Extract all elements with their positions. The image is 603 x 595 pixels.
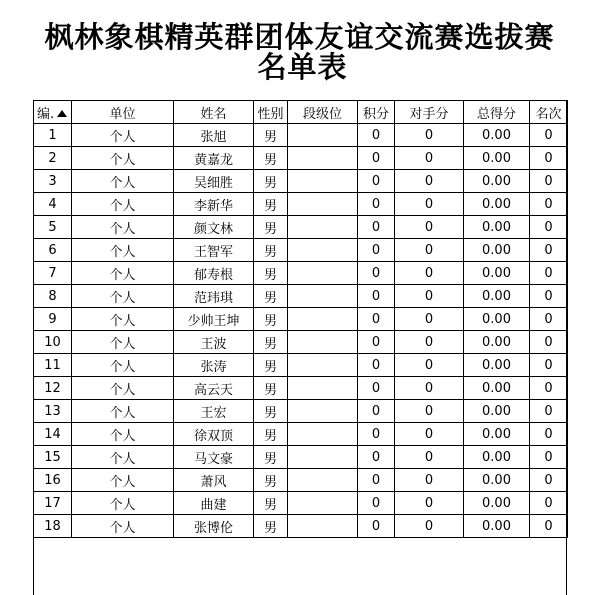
- column-header-points[interactable]: 积分: [358, 101, 395, 124]
- watermark-stamp: [563, 581, 599, 593]
- cell-rank[interactable]: [288, 400, 358, 423]
- cell-no[interactable]: 1: [34, 124, 72, 147]
- cell-place[interactable]: 0: [530, 331, 568, 354]
- cell-rank[interactable]: [288, 239, 358, 262]
- cell-no[interactable]: 2: [34, 147, 72, 170]
- cell-no[interactable]: 14: [34, 423, 72, 446]
- cell-place[interactable]: 0: [530, 400, 568, 423]
- cell-total[interactable]: 0.00: [464, 193, 530, 216]
- cell-unit[interactable]: 个人: [72, 193, 174, 216]
- cell-name[interactable]: 张博伦: [174, 515, 254, 538]
- cell-place[interactable]: 0: [530, 285, 568, 308]
- table-row[interactable]: [34, 124, 568, 147]
- cell-opponent-score[interactable]: 0: [395, 492, 464, 515]
- cell-unit[interactable]: 个人: [72, 331, 174, 354]
- cell-points[interactable]: 0: [358, 124, 395, 147]
- column-header-no-label: 编.: [37, 106, 55, 122]
- cell-name[interactable]: 李新华: [174, 193, 254, 216]
- cell-place[interactable]: 0: [530, 147, 568, 170]
- cell-points[interactable]: 0: [358, 400, 395, 423]
- cell-no[interactable]: 6: [34, 239, 72, 262]
- cell-name[interactable]: 徐双顶: [174, 423, 254, 446]
- table-row[interactable]: [34, 515, 568, 538]
- cell-unit[interactable]: 个人: [72, 469, 174, 492]
- cell-rank[interactable]: [288, 193, 358, 216]
- table-row[interactable]: [34, 354, 568, 377]
- cell-gender[interactable]: 男: [254, 308, 288, 331]
- cell-opponent-score[interactable]: 0: [395, 170, 464, 193]
- table-row[interactable]: [34, 377, 568, 400]
- table-row[interactable]: [34, 147, 568, 170]
- table-row[interactable]: [34, 446, 568, 469]
- cell-points[interactable]: 0: [358, 239, 395, 262]
- cell-gender[interactable]: 男: [254, 515, 288, 538]
- table-row[interactable]: [34, 193, 568, 216]
- cell-place[interactable]: 0: [530, 216, 568, 239]
- cell-place[interactable]: 0: [530, 515, 568, 538]
- cell-gender[interactable]: 男: [254, 193, 288, 216]
- cell-rank[interactable]: [288, 308, 358, 331]
- cell-points[interactable]: 0: [358, 423, 395, 446]
- cell-total[interactable]: 0.00: [464, 308, 530, 331]
- table-row[interactable]: [34, 469, 568, 492]
- cell-no[interactable]: 13: [34, 400, 72, 423]
- sort-ascending-icon[interactable]: [57, 110, 67, 117]
- cell-place[interactable]: 0: [530, 469, 568, 492]
- cell-gender[interactable]: 男: [254, 216, 288, 239]
- roster-table: [33, 100, 568, 538]
- cell-place[interactable]: 0: [530, 124, 568, 147]
- cell-name[interactable]: 少帅王坤: [174, 308, 254, 331]
- cell-name[interactable]: 张旭: [174, 124, 254, 147]
- cell-unit[interactable]: 个人: [72, 285, 174, 308]
- cell-rank[interactable]: [288, 492, 358, 515]
- cell-points[interactable]: 0: [358, 147, 395, 170]
- cell-unit[interactable]: 个人: [72, 400, 174, 423]
- cell-name[interactable]: 马文豪: [174, 446, 254, 469]
- column-header-opponent-score[interactable]: 对手分: [395, 101, 464, 124]
- cell-opponent-score[interactable]: 0: [395, 147, 464, 170]
- cell-place[interactable]: 0: [530, 308, 568, 331]
- cell-total[interactable]: 0.00: [464, 354, 530, 377]
- cell-rank[interactable]: [288, 423, 358, 446]
- cell-rank[interactable]: [288, 354, 358, 377]
- table-row[interactable]: [34, 216, 568, 239]
- cell-no[interactable]: 8: [34, 285, 72, 308]
- cell-no[interactable]: 7: [34, 262, 72, 285]
- cell-no[interactable]: 11: [34, 354, 72, 377]
- cell-points[interactable]: 0: [358, 308, 395, 331]
- table-row[interactable]: [34, 331, 568, 354]
- cell-opponent-score[interactable]: 0: [395, 446, 464, 469]
- cell-gender[interactable]: 男: [254, 331, 288, 354]
- cell-gender[interactable]: 男: [254, 285, 288, 308]
- cell-unit[interactable]: 个人: [72, 216, 174, 239]
- cell-unit[interactable]: 个人: [72, 262, 174, 285]
- column-header-name[interactable]: 姓名: [174, 101, 254, 124]
- cell-total[interactable]: 0.00: [464, 515, 530, 538]
- cell-points[interactable]: 0: [358, 492, 395, 515]
- cell-name[interactable]: 王智军: [174, 239, 254, 262]
- table-row[interactable]: [34, 239, 568, 262]
- cell-rank[interactable]: [288, 469, 358, 492]
- cell-unit[interactable]: 个人: [72, 147, 174, 170]
- cell-points[interactable]: 0: [358, 354, 395, 377]
- cell-opponent-score[interactable]: 0: [395, 515, 464, 538]
- cell-gender[interactable]: 男: [254, 423, 288, 446]
- cell-total[interactable]: 0.00: [464, 492, 530, 515]
- cell-total[interactable]: 0.00: [464, 469, 530, 492]
- cell-unit[interactable]: 个人: [72, 446, 174, 469]
- cell-unit[interactable]: 个人: [72, 239, 174, 262]
- cell-points[interactable]: 0: [358, 377, 395, 400]
- cell-total[interactable]: 0.00: [464, 377, 530, 400]
- cell-total[interactable]: 0.00: [464, 285, 530, 308]
- cell-name[interactable]: 郁寿根: [174, 262, 254, 285]
- cell-no[interactable]: 4: [34, 193, 72, 216]
- cell-opponent-score[interactable]: 0: [395, 469, 464, 492]
- cell-gender[interactable]: 男: [254, 400, 288, 423]
- cell-unit[interactable]: 个人: [72, 170, 174, 193]
- cell-unit[interactable]: 个人: [72, 354, 174, 377]
- cell-no[interactable]: 3: [34, 170, 72, 193]
- cell-opponent-score[interactable]: 0: [395, 423, 464, 446]
- cell-points[interactable]: 0: [358, 331, 395, 354]
- cell-name[interactable]: 吴细胜: [174, 170, 254, 193]
- cell-total[interactable]: 0.00: [464, 400, 530, 423]
- cell-name[interactable]: 萧风: [174, 469, 254, 492]
- cell-unit[interactable]: 个人: [72, 515, 174, 538]
- cell-opponent-score[interactable]: 0: [395, 262, 464, 285]
- cell-points[interactable]: 0: [358, 216, 395, 239]
- table-row[interactable]: [34, 262, 568, 285]
- cell-unit[interactable]: 个人: [72, 492, 174, 515]
- cell-unit[interactable]: 个人: [72, 308, 174, 331]
- cell-gender[interactable]: 男: [254, 469, 288, 492]
- cell-rank[interactable]: [288, 285, 358, 308]
- cell-total[interactable]: 0.00: [464, 446, 530, 469]
- cell-gender[interactable]: 男: [254, 354, 288, 377]
- cell-opponent-score[interactable]: 0: [395, 193, 464, 216]
- cell-place[interactable]: 0: [530, 193, 568, 216]
- cell-rank[interactable]: [288, 331, 358, 354]
- column-header-no[interactable]: [34, 101, 72, 124]
- cell-rank[interactable]: [288, 124, 358, 147]
- cell-total[interactable]: 0.00: [464, 124, 530, 147]
- cell-rank[interactable]: [288, 262, 358, 285]
- table-row[interactable]: [34, 285, 568, 308]
- cell-place[interactable]: 0: [530, 354, 568, 377]
- page-subtitle: 名单表: [257, 50, 348, 84]
- cell-opponent-score[interactable]: 0: [395, 124, 464, 147]
- table-row[interactable]: [34, 308, 568, 331]
- cell-rank[interactable]: [288, 446, 358, 469]
- cell-name[interactable]: 曲建: [174, 492, 254, 515]
- cell-gender[interactable]: 男: [254, 239, 288, 262]
- cell-gender[interactable]: 男: [254, 147, 288, 170]
- column-header-place[interactable]: 名次: [530, 101, 568, 124]
- cell-total[interactable]: 0.00: [464, 262, 530, 285]
- cell-place[interactable]: 0: [530, 423, 568, 446]
- cell-opponent-score[interactable]: 0: [395, 216, 464, 239]
- cell-no[interactable]: 12: [34, 377, 72, 400]
- cell-name[interactable]: 王波: [174, 331, 254, 354]
- cell-place[interactable]: 0: [530, 446, 568, 469]
- cell-points[interactable]: 0: [358, 170, 395, 193]
- cell-opponent-score[interactable]: 0: [395, 331, 464, 354]
- table-row[interactable]: [34, 170, 568, 193]
- table-row[interactable]: [34, 492, 568, 515]
- cell-no[interactable]: 18: [34, 515, 72, 538]
- cell-gender[interactable]: 男: [254, 446, 288, 469]
- cell-gender[interactable]: 男: [254, 377, 288, 400]
- cell-points[interactable]: 0: [358, 285, 395, 308]
- cell-unit[interactable]: 个人: [72, 377, 174, 400]
- cell-points[interactable]: 0: [358, 469, 395, 492]
- cell-rank[interactable]: [288, 515, 358, 538]
- cell-no[interactable]: 9: [34, 308, 72, 331]
- table-row[interactable]: [34, 423, 568, 446]
- cell-place[interactable]: 0: [530, 262, 568, 285]
- table-row[interactable]: [34, 400, 568, 423]
- cell-place[interactable]: 0: [530, 492, 568, 515]
- cell-place[interactable]: 0: [530, 377, 568, 400]
- cell-name[interactable]: 范玮琪: [174, 285, 254, 308]
- cell-place[interactable]: 0: [530, 170, 568, 193]
- cell-rank[interactable]: [288, 170, 358, 193]
- cell-gender[interactable]: 男: [254, 492, 288, 515]
- header-row: [34, 101, 568, 124]
- roster-body: [34, 124, 568, 538]
- cell-no[interactable]: 17: [34, 492, 72, 515]
- cell-opponent-score[interactable]: 0: [395, 377, 464, 400]
- cell-gender[interactable]: 男: [254, 124, 288, 147]
- column-header-unit[interactable]: 单位: [72, 101, 174, 124]
- cell-opponent-score[interactable]: 0: [395, 239, 464, 262]
- column-header-rank[interactable]: 段级位: [288, 101, 358, 124]
- cell-opponent-score[interactable]: 0: [395, 285, 464, 308]
- column-header-total[interactable]: 总得分: [464, 101, 530, 124]
- cell-name[interactable]: 黄嘉龙: [174, 147, 254, 170]
- cell-opponent-score[interactable]: 0: [395, 354, 464, 377]
- cell-rank[interactable]: [288, 216, 358, 239]
- page-title: 枫林象棋精英群团体友谊交流赛选拔赛: [44, 20, 555, 54]
- cell-points[interactable]: 0: [358, 515, 395, 538]
- cell-no[interactable]: 16: [34, 469, 72, 492]
- cell-no[interactable]: 10: [34, 331, 72, 354]
- cell-total[interactable]: 0.00: [464, 216, 530, 239]
- cell-place[interactable]: 0: [530, 239, 568, 262]
- cell-total[interactable]: 0.00: [464, 170, 530, 193]
- cell-rank[interactable]: [288, 377, 358, 400]
- cell-points[interactable]: 0: [358, 193, 395, 216]
- cell-unit[interactable]: 个人: [72, 124, 174, 147]
- cell-rank[interactable]: [288, 147, 358, 170]
- cell-gender[interactable]: 男: [254, 170, 288, 193]
- cell-points[interactable]: 0: [358, 446, 395, 469]
- cell-total[interactable]: 0.00: [464, 239, 530, 262]
- cell-total[interactable]: 0.00: [464, 147, 530, 170]
- cell-no[interactable]: 15: [34, 446, 72, 469]
- cell-points[interactable]: 0: [358, 262, 395, 285]
- cell-name[interactable]: 王宏: [174, 400, 254, 423]
- cell-total[interactable]: 0.00: [464, 331, 530, 354]
- column-header-gender[interactable]: 性别: [254, 101, 288, 124]
- cell-name[interactable]: 颜文林: [174, 216, 254, 239]
- cell-name[interactable]: 高云天: [174, 377, 254, 400]
- cell-unit[interactable]: 个人: [72, 423, 174, 446]
- cell-no[interactable]: 5: [34, 216, 72, 239]
- cell-name[interactable]: 张涛: [174, 354, 254, 377]
- cell-gender[interactable]: 男: [254, 262, 288, 285]
- cell-opponent-score[interactable]: 0: [395, 400, 464, 423]
- cell-total[interactable]: 0.00: [464, 423, 530, 446]
- cell-opponent-score[interactable]: 0: [395, 308, 464, 331]
